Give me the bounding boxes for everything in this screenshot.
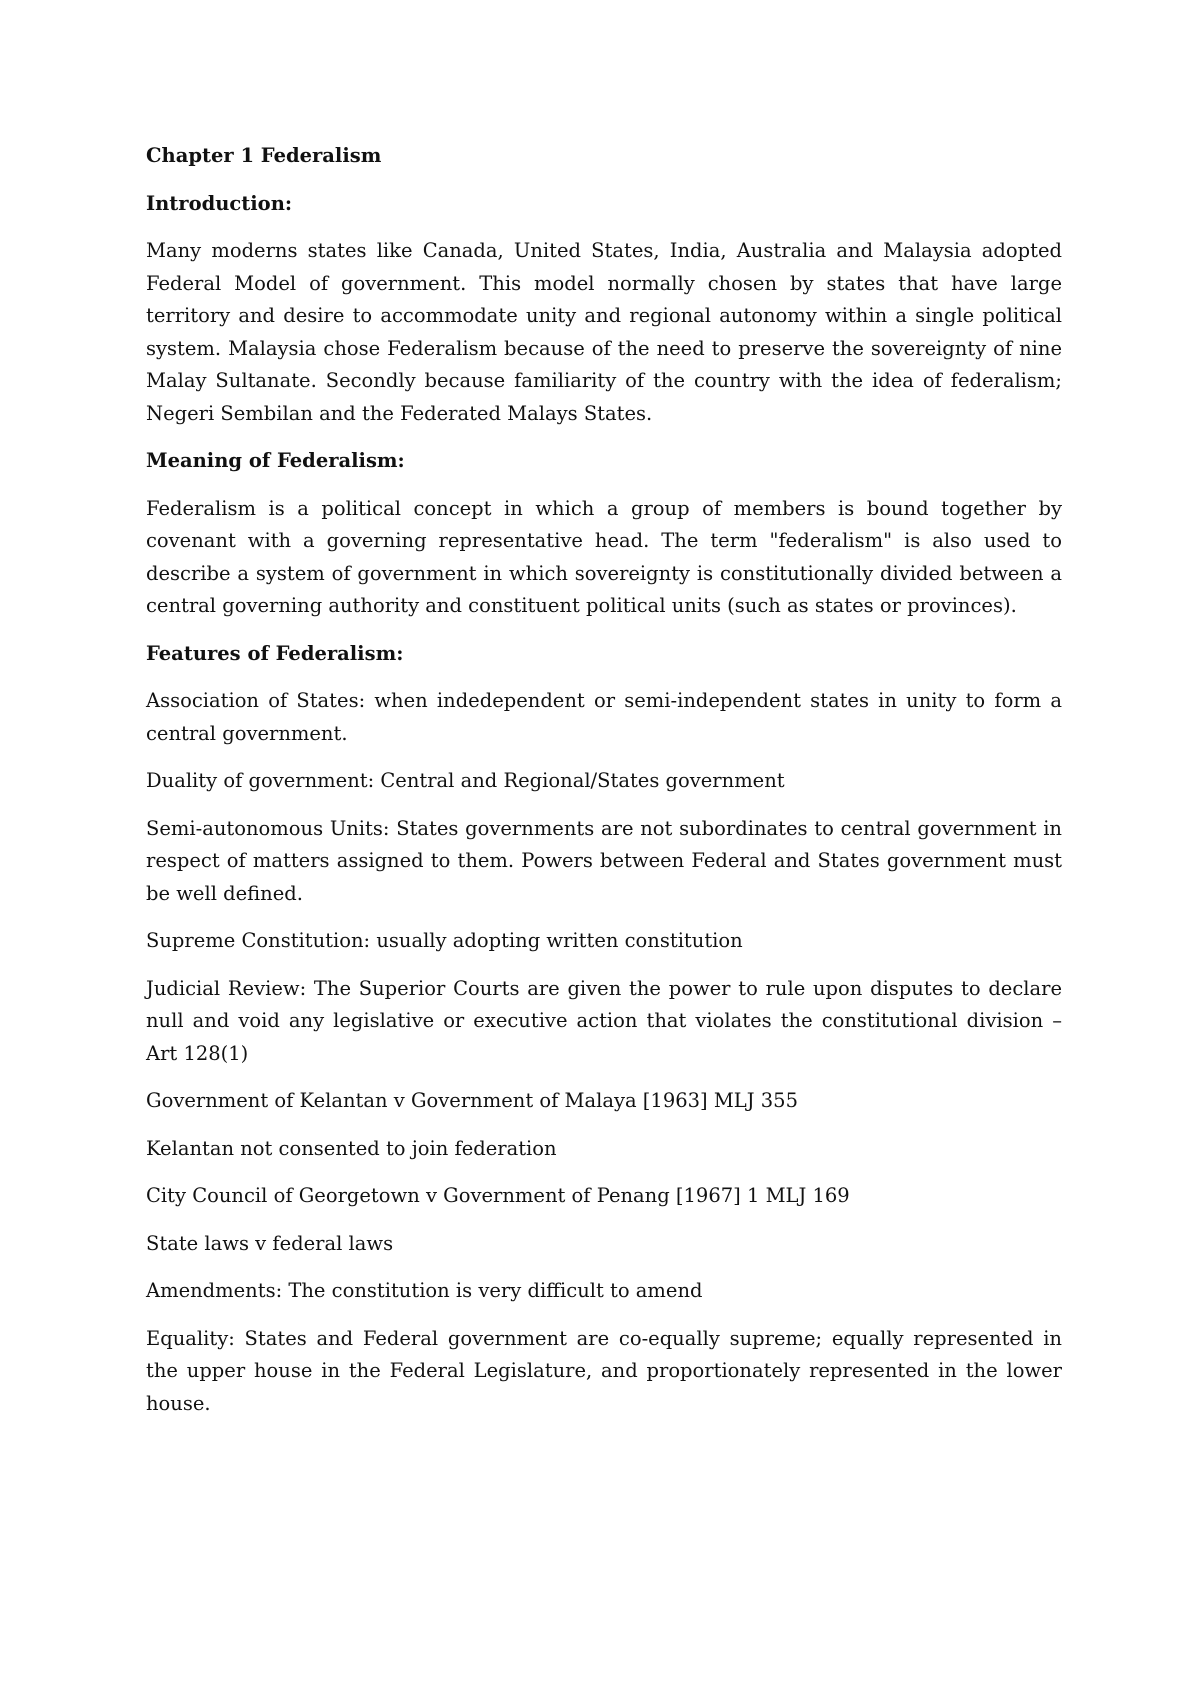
feature-supreme-constitution: Supreme Constitution: usually adopting written constitution bbox=[146, 929, 743, 952]
case-georgetown-note: State laws v federal laws bbox=[146, 1231, 394, 1255]
feature-judicial-review: Judicial Review: The Superior Courts are given the power to rule upon disputes to declare null and void any legislative or executive action that violates the constitutional division – Art 128(1) bbox=[146, 976, 1062, 1065]
case-kelantan-note: Kelantan not consented to join federation bbox=[146, 1136, 557, 1160]
feature-semi-autonomous-units: Semi-autonomous Units: States governments are not subordinates to central government in respect of matters assigned to them. Powers between Federal and States government must be well defined. bbox=[146, 816, 1062, 905]
feature-amendments: Amendments: The constitution is very difficult to amend bbox=[146, 1279, 703, 1302]
feature-duality-of-government: Duality of government: Central and Regional/States government bbox=[146, 769, 785, 792]
meaning-paragraph: Federalism is a political concept in which a group of members is bound together by covenant with a governing representative head. The term "federalism" is also used to describe a system of government in which sovereignty is constitutionally divided between a central governing authority and constituent political units (such as states or provinces). bbox=[146, 496, 1062, 617]
introduction-heading: Introduction: bbox=[146, 191, 293, 215]
document-page bbox=[146, 140, 1062, 1435]
chapter-title: Chapter 1 Federalism bbox=[146, 144, 382, 167]
feature-association-of-states: Association of States: when indedependent or semi-independent states in unity to form a central government. bbox=[146, 689, 1062, 745]
features-heading: Features of Federalism: bbox=[146, 641, 404, 665]
case-georgetown-v-penang: City Council of Georgetown v Government of Penang [1967] 1 MLJ 169 bbox=[146, 1184, 850, 1207]
feature-equality: Equality: States and Federal government are co-equally supreme; equally represented in the upper house in the Federal Legislature, and proportionately represented in the lower house. bbox=[146, 1326, 1062, 1415]
meaning-heading: Meaning of Federalism: bbox=[146, 449, 405, 472]
introduction-paragraph: Many moderns states like Canada, United States, India, Australia and Malaysia adopted Federal Model of government. This model normally chosen by states that have large territory and desire to accommodate unity and regional autonomy within a single political system. Malaysia chose Federalism because of the need to preserve the sovereignty of nine Malay Sultanate. Secondly because familiarity of the country with the idea of federalism; Negeri Sembilan and the Federated Malays States. bbox=[146, 239, 1062, 425]
case-kelantan-v-malaya: Government of Kelantan v Government of Malaya [1963] MLJ 355 bbox=[146, 1089, 798, 1112]
